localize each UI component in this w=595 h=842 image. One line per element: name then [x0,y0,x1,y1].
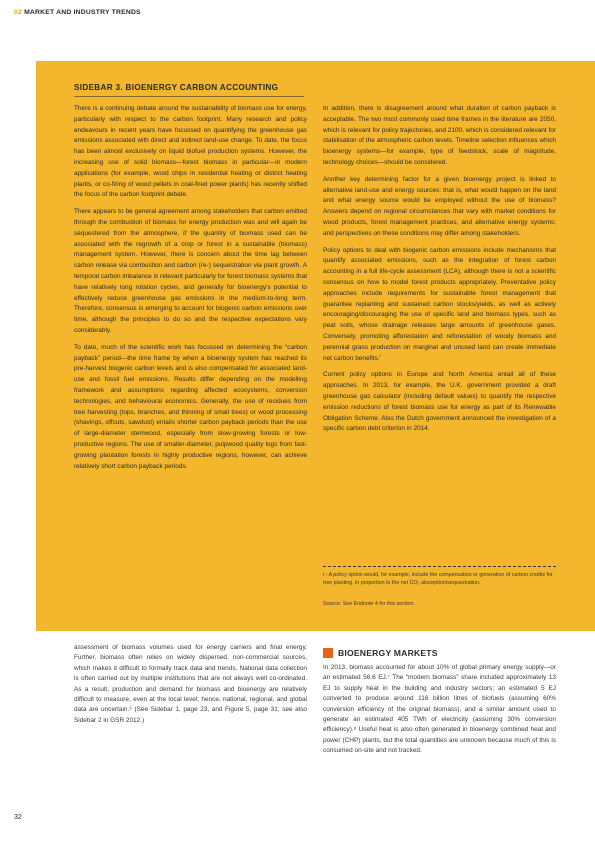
footnote-marker: i [379,352,381,358]
sidebar-title: SIDEBAR 3. BIOENERGY CARBON ACCOUNTING [74,83,279,92]
section-marker-square [323,648,333,658]
sidebar-paragraph: Current policy options in Europe and North America entail all of these approaches. In 2013, for example, the U.K. government provided a draft greenhouse gas calculator (including default values) to quantify the respective emission reductions of forest biomass use for energy as part of its Renewable Obligation Scheme. Also the Dutch government announced the investigation of a specific carbon debt criterion in 2014. [323,371,556,433]
sidebar-right-column [323,104,556,441]
sidebar-source: Source: See Endnote 4 for this section. [323,601,415,607]
sidebar-footnote: i - A policy option would, for example, include the compensation or generation of carbon credits for tree planting, in proportion to the net CO₂ absorption/sequestration. [323,572,553,586]
sidebar-paragraph: There is a continuing debate around the sustainability of biomass use for energy, particularly with respect to the carbon footprint. Many research and policy endeavours in recent years have focussed on quantifying the greenhouse gas emissions associated with direct and indirect land-use change. To date, the focus has been almost exclusively on liquid biofuel production systems. However, the increasing use of solid biomass—forest biomass in particular—in modern applications (for example, wood chips in residential heating or district heating plants, or co-firing of wood pellets in coal-fired power plants) has recently shifted the focus of the carbon footprint debate. [74,105,307,199]
chapter-title: MARKET AND INDUSTRY TRENDS [24,9,141,16]
page-number: 32 [14,814,22,821]
sidebar-paragraph: There appears to be general agreement among stakeholders that carbon emitted through the combustion of biomass for energy production was and will again be sequestered from the atmosphere, if the quantity of biomass used can be associated with the regrowth of a crop or forest in a sustainable (biomass) management system. However, there is concern about the time lag between carbon release via combustion and carbon (re-) sequestration via plant growth. A temporal carbon imbalance is relevant particularly for forest biomass systems that have relatively long rotation cycles, and generally for bioenergy’s potential to effectively reduce greenhouse gas emissions in the medium-to-long term. Therefore, consensus is emerging to account for biogenic carbon emissions over time, although the principles to do so and the respective expectations vary considerably. [74,208,307,334]
footnote-divider [323,566,556,567]
sidebar-title-rule [74,96,304,97]
sidebar-left-column [74,104,307,478]
sidebar-paragraph: Another key determining factor for a given bioenergy project is linked to alternative land-use and energy sources: that is, what would happen on the land and what energy source would be employed without the use of biomass? Answers depend on regional circumstances that vary with market conditions for wood products, forest management practices, and alternative energy systems; and perspectives on these conditions may differ among stakeholders. [323,175,556,237]
body-paragraph: assessment of biomass volumes used for energy carriers and final energy. Further, biomass often relies on widely dispersed, non-commercial sources, which makes it difficult to formally track data and trends. National data collection is often carried out by multiple institutions that are not always well co-ordinated. As a result, production and demand for biomass and bioenergy are relatively difficult to measure, even at the local level; hence, national, regional, and global data are uncertain.⁶ (See Sidebar 1, page 23, and Figure 5, page 31; see also Sidebar 2 in GSR 2012.) [74,644,307,724]
chapter-number: 02 [14,9,22,16]
section-heading-text: BIOENERGY MARKETS [338,648,438,658]
sidebar-paragraph: In addition, there is disagreement around what duration of carbon payback is acceptable. The two most commonly used time frames in the literature are 2050, which is relevant for policy trajectories, and 2100, which is considered relevant for stabilisation of the atmospheric carbon levels. Timeline selection influences which bioenergy systems—for example, type of feedstock, scale of magnitude, technology choices—should be considered. [323,105,556,166]
chapter-header [14,9,141,21]
sidebar-paragraph: To date, much of the scientific work has focussed on determining the “carbon payback” period—the time frame by when a bioenergy system has reached its pre-harvest biogenic carbon levels and is also compensated for associated land-use and fossil fuel emissions. Results differ depending on the modelling framework and assumptions regarding affected ecosystems, conversion technologies, and behavioural economics. Generally, the use of residues from tree harvesting (tops, branches, and thinning of small trees) or wood processing (shavings, offcuts, sawdust) entails shorter carbon payback periods than the use of large-diameter stemwood, especially from slow-growing forests or low-productive regions. The use of smaller-diameter, pulpwood quality logs from fast-growing plantation forests in highly productive regions, however, can achieve relatively short carbon payback periods. [74,343,307,470]
sidebar-paragraph-text: Policy options to deal with biogenic carbon emissions include mechanisms that quantify associated emissions, such as the integration of forest carbon accounting in a full life-cycle assessment (LCA), although there is not a scientific consensus on how to model forest products appropriately. Preventative policy approaches include requirements for sustainable forest management that guarantee replanting and sustained carbon stocks/yields, as well as actively encouraging/discouraging the use of specific land and biomass types, such as peat soils, whose drainage releases large amounts of greenhouse gases. Conversely, promoting afforestation and reforestation of woody biomass and perennial grass production on marginal and unused land can create immediate net carbon benefits. [323,246,556,362]
body-left-column [74,643,307,726]
sidebar-paragraph [323,246,556,365]
body-paragraph: In 2013, biomass accounted for about 10% of global primary energy supply—or an estimated 56.6 EJ.⁷ The “modern biomass” share included approximately 13 EJ to supply heat in the building and industry sectors; an estimated 5 EJ converted to produce around 116 billion litres of biofuels (assuming 60% conversion efficiency of the original biomass), and a similar amount used to generate an estimated 405 TWh of electricity (assuming 30% conversion efficiency).⁸ Useful heat is also often generated in bioenergy combined heat and power (CHP) plants, but the total quantities are unknown because much of this is consumed on-site and not tracked. [323,664,556,755]
section-heading [323,647,438,659]
body-right-column [323,663,556,757]
